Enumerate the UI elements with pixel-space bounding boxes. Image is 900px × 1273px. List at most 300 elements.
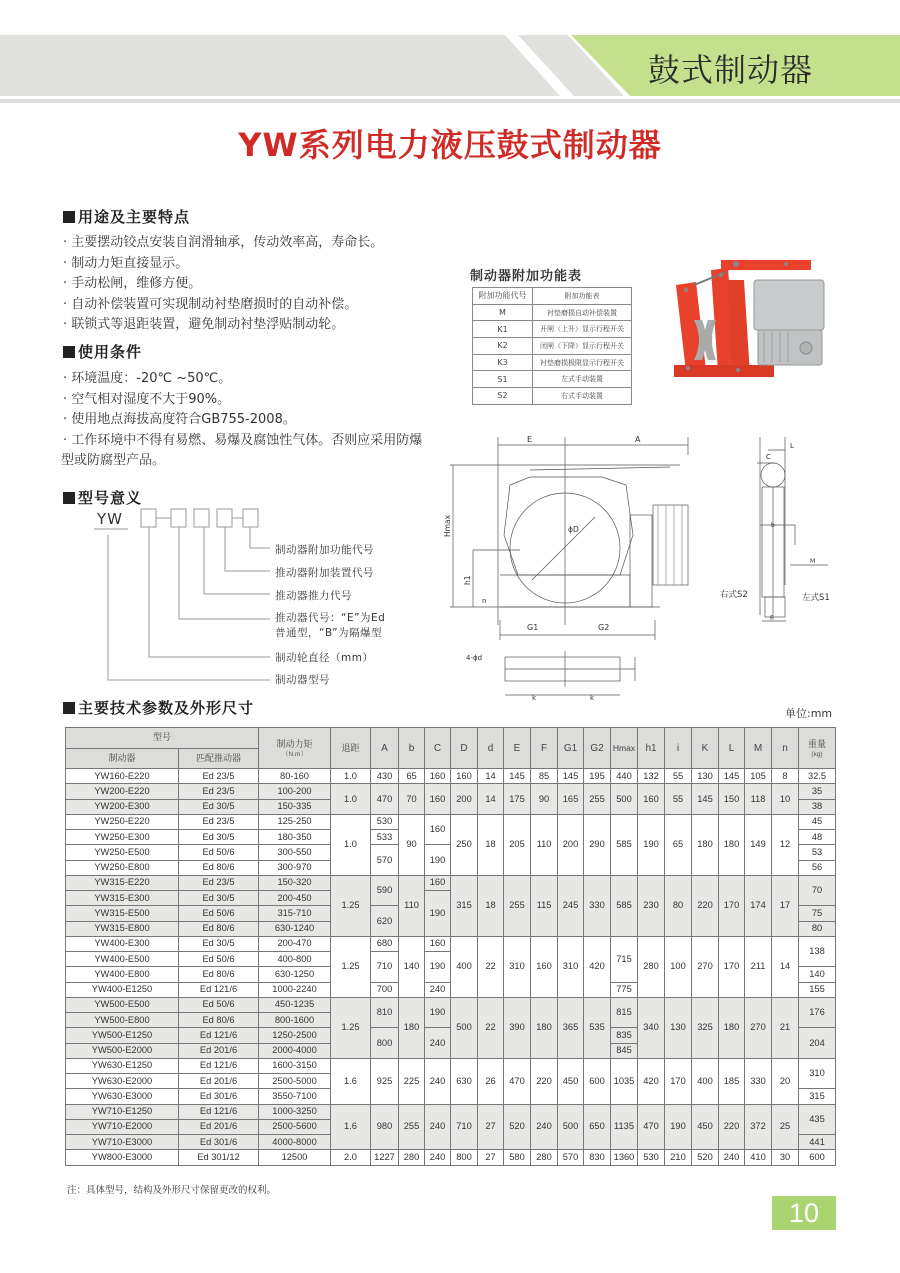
cell-a: 800 xyxy=(371,1028,399,1059)
hydraulic-thruster xyxy=(754,280,824,365)
model-meaning-heading-text: 型号意义 xyxy=(78,489,143,507)
cell-i: 210 xyxy=(665,1150,692,1165)
function-code: K2 xyxy=(473,338,533,355)
cell-i: 65 xyxy=(665,814,692,875)
spec-row xyxy=(66,814,836,829)
dim-G1: G1 xyxy=(527,623,539,632)
cell-c: 240 xyxy=(425,1104,451,1150)
cell-c: 240 xyxy=(425,1150,451,1165)
cell-thruster: Ed 301/6 xyxy=(179,1089,259,1104)
cell-h1: 230 xyxy=(638,875,665,936)
cell-thruster: Ed 201/6 xyxy=(179,1074,259,1089)
cell-m: 118 xyxy=(745,784,772,815)
header-dim: b xyxy=(399,728,425,769)
function-code-header: 附加功能代号 xyxy=(473,288,533,305)
cell-brake: YW630-E2000 xyxy=(66,1074,179,1089)
square-bullet-icon xyxy=(63,702,75,714)
cell-torque: 630-1250 xyxy=(259,967,331,982)
spec-row xyxy=(66,1150,836,1165)
cell-n: 12 xyxy=(772,814,799,875)
cell-clearance: 1.25 xyxy=(331,997,371,1058)
cell-a: 810 xyxy=(371,997,399,1028)
cell-clearance: 1.6 xyxy=(331,1104,371,1150)
banner-gray-band xyxy=(0,35,560,96)
header-dim: h1 xyxy=(638,728,665,769)
function-code: S2 xyxy=(473,388,533,405)
cell-brake: YW400-E1250 xyxy=(66,982,179,997)
cell-k: 130 xyxy=(692,769,719,784)
cell-f: 240 xyxy=(531,1104,558,1150)
header-torque-label: 制动力矩 xyxy=(276,738,313,749)
cell-d: 14 xyxy=(478,769,504,784)
cell-clearance: 1.6 xyxy=(331,1058,371,1104)
code-box xyxy=(217,509,232,527)
spec-row xyxy=(66,997,836,1012)
cell-torque: 3550-7100 xyxy=(259,1089,331,1104)
cell-k: 145 xyxy=(692,784,719,815)
cell-a: 590 xyxy=(371,875,399,906)
function-desc: 衬垫磨损极限显示行程开关 xyxy=(533,354,632,371)
cell-a: 530 xyxy=(371,814,399,829)
cell-hmax: 585 xyxy=(611,875,638,936)
cell-b: 65 xyxy=(399,769,425,784)
cell-k: 400 xyxy=(692,1058,719,1104)
cell-clearance: 1.0 xyxy=(331,814,371,875)
cell-weight: 35 xyxy=(799,784,836,799)
cell-f: 115 xyxy=(531,875,558,936)
cell-hmax: 1035 xyxy=(611,1058,638,1104)
cell-torque: 1000-3250 xyxy=(259,1104,331,1119)
cell-f: 110 xyxy=(531,814,558,875)
cell-h1: 420 xyxy=(638,1058,665,1104)
cell-hmax: 775 xyxy=(611,982,638,997)
cell-thruster: Ed 23/5 xyxy=(179,875,259,890)
cell-b: 70 xyxy=(399,784,425,815)
cell-brake: YW630-E1250 xyxy=(66,1058,179,1073)
cell-brake: YW160-E220 xyxy=(66,769,179,784)
header-dim: Hmax xyxy=(611,728,638,769)
cell-f: 280 xyxy=(531,1150,558,1165)
cell-torque: 400-800 xyxy=(259,952,331,967)
cell-d: 22 xyxy=(478,936,504,997)
cell-a: 533 xyxy=(371,830,399,845)
cell-e: 520 xyxy=(504,1104,531,1150)
cell-k: 520 xyxy=(692,1150,719,1165)
feature-item: · 联锁式等退距装置，避免制动衬垫浮贴制动轮。 xyxy=(63,317,345,332)
features-list xyxy=(63,233,383,336)
cell-weight: 70 xyxy=(799,875,836,906)
front-view xyxy=(450,437,688,695)
cell-g2: 535 xyxy=(584,997,611,1058)
cell-torque: 1250-2500 xyxy=(259,1028,331,1043)
cell-clearance: 1.25 xyxy=(331,936,371,997)
conditions-heading xyxy=(63,341,142,362)
header-dim: L xyxy=(719,728,745,769)
spec-row xyxy=(66,936,836,951)
cell-weight: 53 xyxy=(799,845,836,860)
cell-a: 430 xyxy=(371,769,399,784)
dim-k-right: k xyxy=(590,694,595,702)
square-bullet-icon xyxy=(63,346,75,358)
cell-clearance: 1.0 xyxy=(331,784,371,815)
cell-c: 160 xyxy=(425,875,451,890)
cell-c: 160 xyxy=(425,936,451,951)
header-brake: 制动器 xyxy=(66,748,179,769)
cell-brake: YW500-E2000 xyxy=(66,1043,179,1058)
cell-a: 680 xyxy=(371,936,399,951)
cell-g1: 500 xyxy=(558,1104,584,1150)
spec-row xyxy=(66,769,836,784)
cell-d: 200 xyxy=(451,784,478,815)
cell-weight: 204 xyxy=(799,1028,836,1059)
cell-e: 175 xyxy=(504,784,531,815)
cell-torque: 80-160 xyxy=(259,769,331,784)
cell-torque: 2500-5000 xyxy=(259,1074,331,1089)
function-row xyxy=(473,321,632,338)
cell-h1: 160 xyxy=(638,784,665,815)
cell-c: 160 xyxy=(425,814,451,845)
cell-torque: 315-710 xyxy=(259,906,331,921)
cell-n: 14 xyxy=(772,936,799,997)
code-box xyxy=(194,509,209,527)
header-dim: i xyxy=(665,728,692,769)
cell-m: 211 xyxy=(745,936,772,997)
cell-d: 27 xyxy=(478,1104,504,1150)
cell-thruster: Ed 121/6 xyxy=(179,982,259,997)
cell-g2: 420 xyxy=(584,936,611,997)
cell-g1: 165 xyxy=(558,784,584,815)
cell-k: 450 xyxy=(692,1104,719,1150)
feature-item: · 主要摆动铰点安装自润滑轴承，传动效率高，寿命长。 xyxy=(63,235,384,250)
cell-brake: YW250-E800 xyxy=(66,860,179,875)
dim-L: L xyxy=(790,442,794,450)
feature-item: · 手动松闸，维修方便。 xyxy=(63,276,202,291)
cell-thruster: Ed 30/5 xyxy=(179,799,259,814)
cell-i: 55 xyxy=(665,784,692,815)
cell-k: 180 xyxy=(692,814,719,875)
cell-thruster: Ed 201/6 xyxy=(179,1119,259,1134)
cell-l: 170 xyxy=(719,936,745,997)
cell-brake: YW200-E300 xyxy=(66,799,179,814)
cell-f: 160 xyxy=(531,936,558,997)
condition-item: · 空气相对湿度不大于90%。 xyxy=(63,391,231,407)
header-dim: G2 xyxy=(584,728,611,769)
cell-torque: 630-1240 xyxy=(259,921,331,936)
cell-m: 410 xyxy=(745,1150,772,1165)
dim-n: n xyxy=(482,597,487,605)
cell-weight: 38 xyxy=(799,799,836,814)
dim-G2: G2 xyxy=(598,623,610,632)
cell-b: 255 xyxy=(399,1104,425,1150)
dim-E: E xyxy=(527,435,533,444)
dim-4-d: 4-ϕd xyxy=(466,654,483,662)
function-row xyxy=(473,338,632,355)
label-left-style: 左式S1 xyxy=(802,593,830,603)
header-dim: n xyxy=(772,728,799,769)
cell-m: 372 xyxy=(745,1104,772,1150)
dim-M: M xyxy=(810,558,816,565)
model-label-accessory: 推动器附加装置代号 xyxy=(275,567,374,579)
cell-thruster: Ed 301/6 xyxy=(179,1135,259,1150)
cell-torque: 800-1600 xyxy=(259,1013,331,1028)
feature-item: · 自动补偿装置可实现制动衬垫磨损时的自动补偿。 xyxy=(63,296,358,312)
cell-h1: 530 xyxy=(638,1150,665,1165)
cell-l: 180 xyxy=(719,814,745,875)
cell-n: 20 xyxy=(772,1058,799,1104)
function-code: K1 xyxy=(473,321,533,338)
dim-A: A xyxy=(635,435,641,444)
cell-torque: 2000-4000 xyxy=(259,1043,331,1058)
cell-n: 17 xyxy=(772,875,799,936)
cell-thruster: Ed 50/6 xyxy=(179,845,259,860)
spec-row xyxy=(66,1104,836,1119)
cell-d: 26 xyxy=(478,1058,504,1104)
cell-a: 1227 xyxy=(371,1150,399,1165)
cell-torque: 1600-3150 xyxy=(259,1058,331,1073)
cell-i: 55 xyxy=(665,769,692,784)
cell-f: 85 xyxy=(531,769,558,784)
cell-g1: 245 xyxy=(558,875,584,936)
cell-n: 30 xyxy=(772,1150,799,1165)
spec-row xyxy=(66,784,836,799)
spec-row xyxy=(66,1058,836,1073)
cell-h1: 190 xyxy=(638,814,665,875)
cell-f: 220 xyxy=(531,1058,558,1104)
cell-g2: 330 xyxy=(584,875,611,936)
header-dim: F xyxy=(531,728,558,769)
cell-i: 130 xyxy=(665,997,692,1058)
cell-torque: 150-335 xyxy=(259,799,331,814)
function-desc: 右式手动装置 xyxy=(533,388,632,405)
cell-brake: YW500-E800 xyxy=(66,1013,179,1028)
cell-l: 185 xyxy=(719,1058,745,1104)
cell-k: 325 xyxy=(692,997,719,1058)
cell-brake: YW400-E500 xyxy=(66,952,179,967)
function-code: M xyxy=(473,304,533,321)
function-row xyxy=(473,304,632,321)
cell-m: 149 xyxy=(745,814,772,875)
cell-g1: 570 xyxy=(558,1150,584,1165)
function-desc: 闭闸（下降）显示行程开关 xyxy=(533,338,632,355)
cell-clearance: 1.0 xyxy=(331,769,371,784)
dimension-drawing xyxy=(430,425,890,715)
cell-thruster: Ed 201/6 xyxy=(179,1043,259,1058)
cell-l: 240 xyxy=(719,1150,745,1165)
category-title: 鼓式制动器 xyxy=(648,51,814,89)
cell-i: 80 xyxy=(665,875,692,936)
cell-hmax: 585 xyxy=(611,814,638,875)
cell-a: 980 xyxy=(371,1104,399,1150)
cell-c: 240 xyxy=(425,1058,451,1104)
cell-thruster: Ed 50/6 xyxy=(179,952,259,967)
cell-torque: 125-250 xyxy=(259,814,331,829)
header-dim: G1 xyxy=(558,728,584,769)
cell-d: 800 xyxy=(451,1150,478,1165)
dim-Hmax: Hmax xyxy=(443,515,452,537)
cell-hmax: 715 xyxy=(611,936,638,982)
cell-weight: 45 xyxy=(799,814,836,829)
specs-heading-text: 主要技术参数及外形尺寸 xyxy=(78,699,255,717)
square-bullet-icon xyxy=(63,492,75,504)
cell-d: 160 xyxy=(451,769,478,784)
cell-brake: YW315-E220 xyxy=(66,875,179,890)
cell-g2: 290 xyxy=(584,814,611,875)
cell-weight: 315 xyxy=(799,1089,836,1104)
specs-table xyxy=(65,727,836,1166)
cell-a: 700 xyxy=(371,982,399,997)
cell-d: 710 xyxy=(451,1104,478,1150)
header-weight-label: 重量 xyxy=(808,738,827,749)
model-label-thrust: 推动器推力代号 xyxy=(275,590,352,602)
header-model-group: 型号 xyxy=(66,728,259,749)
cell-torque: 100-200 xyxy=(259,784,331,799)
cell-h1: 280 xyxy=(638,936,665,997)
cell-brake: YW800-E3000 xyxy=(66,1150,179,1165)
cell-hmax: 1360 xyxy=(611,1150,638,1165)
cell-f: 90 xyxy=(531,784,558,815)
cell-g2: 830 xyxy=(584,1150,611,1165)
cell-weight: 56 xyxy=(799,860,836,875)
cell-g2: 195 xyxy=(584,769,611,784)
header-torque-unit: （N.m） xyxy=(282,750,307,758)
cell-d: 22 xyxy=(478,997,504,1058)
cell-brake: YW250-E220 xyxy=(66,814,179,829)
cell-m: 330 xyxy=(745,1058,772,1104)
code-box xyxy=(171,509,186,527)
cell-b: 280 xyxy=(399,1150,425,1165)
header-dim: d xyxy=(478,728,504,769)
cell-brake: YW315-E800 xyxy=(66,921,179,936)
cell-brake: YW500-E1250 xyxy=(66,1028,179,1043)
cell-c: 160 xyxy=(425,769,451,784)
header-dim: D xyxy=(451,728,478,769)
cell-thruster: Ed 50/6 xyxy=(179,997,259,1012)
cell-c: 190 xyxy=(425,997,451,1028)
specs-heading xyxy=(63,697,254,718)
cell-torque: 12500 xyxy=(259,1150,331,1165)
function-code: S1 xyxy=(473,371,533,388)
cell-brake: YW710-E2000 xyxy=(66,1119,179,1134)
cell-l: 150 xyxy=(719,784,745,815)
unit-label: 单位:mm xyxy=(785,707,833,720)
cell-a: 470 xyxy=(371,784,399,815)
cell-b: 90 xyxy=(399,814,425,875)
cell-brake: YW710-E1250 xyxy=(66,1104,179,1119)
cell-brake: YW315-E500 xyxy=(66,906,179,921)
cell-a: 620 xyxy=(371,906,399,937)
cell-weight: 138 xyxy=(799,936,836,967)
dim-F: F xyxy=(770,615,774,622)
model-label-thruster-type: 普通型，“B”为隔爆型 xyxy=(275,627,383,639)
cell-d: 250 xyxy=(451,814,478,875)
cell-g1: 145 xyxy=(558,769,584,784)
header-dim: A xyxy=(371,728,399,769)
cell-e: 145 xyxy=(504,769,531,784)
header-weight-unit: (kg) xyxy=(811,750,823,758)
cell-thruster: Ed 23/5 xyxy=(179,769,259,784)
dim-h1: h1 xyxy=(463,575,472,585)
code-box xyxy=(243,509,258,527)
header-clearance: 退距 xyxy=(331,728,371,769)
cell-c: 240 xyxy=(425,1028,451,1059)
cell-d: 27 xyxy=(478,1150,504,1165)
cell-d: 400 xyxy=(451,936,478,997)
cell-n: 21 xyxy=(772,997,799,1058)
page-number: 10 xyxy=(772,1196,836,1230)
cell-d: 500 xyxy=(451,997,478,1058)
cell-h1: 470 xyxy=(638,1104,665,1150)
features-heading xyxy=(63,206,190,227)
code-box xyxy=(141,509,156,527)
function-table-title: 制动器附加功能表 xyxy=(470,269,583,284)
cell-weight: 600 xyxy=(799,1150,836,1165)
header-dim: C xyxy=(425,728,451,769)
cell-m: 105 xyxy=(745,769,772,784)
cell-m: 174 xyxy=(745,875,772,936)
header-thruster: 匹配推动器 xyxy=(179,748,259,769)
cell-brake: YW200-E220 xyxy=(66,784,179,799)
cell-b: 180 xyxy=(399,997,425,1058)
function-desc: 左式手动装置 xyxy=(533,371,632,388)
cell-weight: 435 xyxy=(799,1104,836,1135)
cell-thruster: Ed 80/6 xyxy=(179,1013,259,1028)
cell-brake: YW250-E300 xyxy=(66,830,179,845)
dim-b: b xyxy=(771,522,775,529)
cell-l: 180 xyxy=(719,997,745,1058)
cell-torque: 200-470 xyxy=(259,936,331,951)
cell-torque: 300-970 xyxy=(259,860,331,875)
header-weight xyxy=(799,728,836,769)
dim-phiD: ϕD xyxy=(568,525,579,534)
cell-thruster: Ed 80/6 xyxy=(179,967,259,982)
cell-weight: 80 xyxy=(799,921,836,936)
model-prefix: YW xyxy=(97,510,123,528)
cell-torque: 200-450 xyxy=(259,891,331,906)
cell-e: 255 xyxy=(504,875,531,936)
cell-thruster: Ed 23/5 xyxy=(179,784,259,799)
cell-c: 190 xyxy=(425,952,451,983)
cell-brake: YW500-E500 xyxy=(66,997,179,1012)
cell-weight: 155 xyxy=(799,982,836,997)
cell-torque: 2500-5600 xyxy=(259,1119,331,1134)
cell-e: 310 xyxy=(504,936,531,997)
cell-torque: 300-550 xyxy=(259,845,331,860)
cell-hmax: 845 xyxy=(611,1043,638,1058)
cell-i: 100 xyxy=(665,936,692,997)
cell-h1: 340 xyxy=(638,997,665,1058)
dim-C: C xyxy=(766,453,771,461)
cell-d: 630 xyxy=(451,1058,478,1104)
cell-g1: 200 xyxy=(558,814,584,875)
condition-item: · 使用地点海拔高度符合GB755-2008。 xyxy=(63,412,296,427)
cell-l: 145 xyxy=(719,769,745,784)
cell-d: 18 xyxy=(478,875,504,936)
cell-d: 14 xyxy=(478,784,504,815)
cell-thruster: Ed 80/6 xyxy=(179,860,259,875)
cell-clearance: 2.0 xyxy=(331,1150,371,1165)
banner-underline xyxy=(0,99,900,103)
cell-a: 710 xyxy=(371,952,399,983)
model-label-wheel-diameter: 制动轮直径（mm） xyxy=(275,652,374,664)
cell-b: 140 xyxy=(399,936,425,997)
cell-torque: 450-1235 xyxy=(259,997,331,1012)
cell-g2: 255 xyxy=(584,784,611,815)
cell-torque: 1000-2240 xyxy=(259,982,331,997)
cell-h1: 132 xyxy=(638,769,665,784)
function-code: K3 xyxy=(473,354,533,371)
function-row xyxy=(473,354,632,371)
cell-thruster: Ed 80/6 xyxy=(179,921,259,936)
